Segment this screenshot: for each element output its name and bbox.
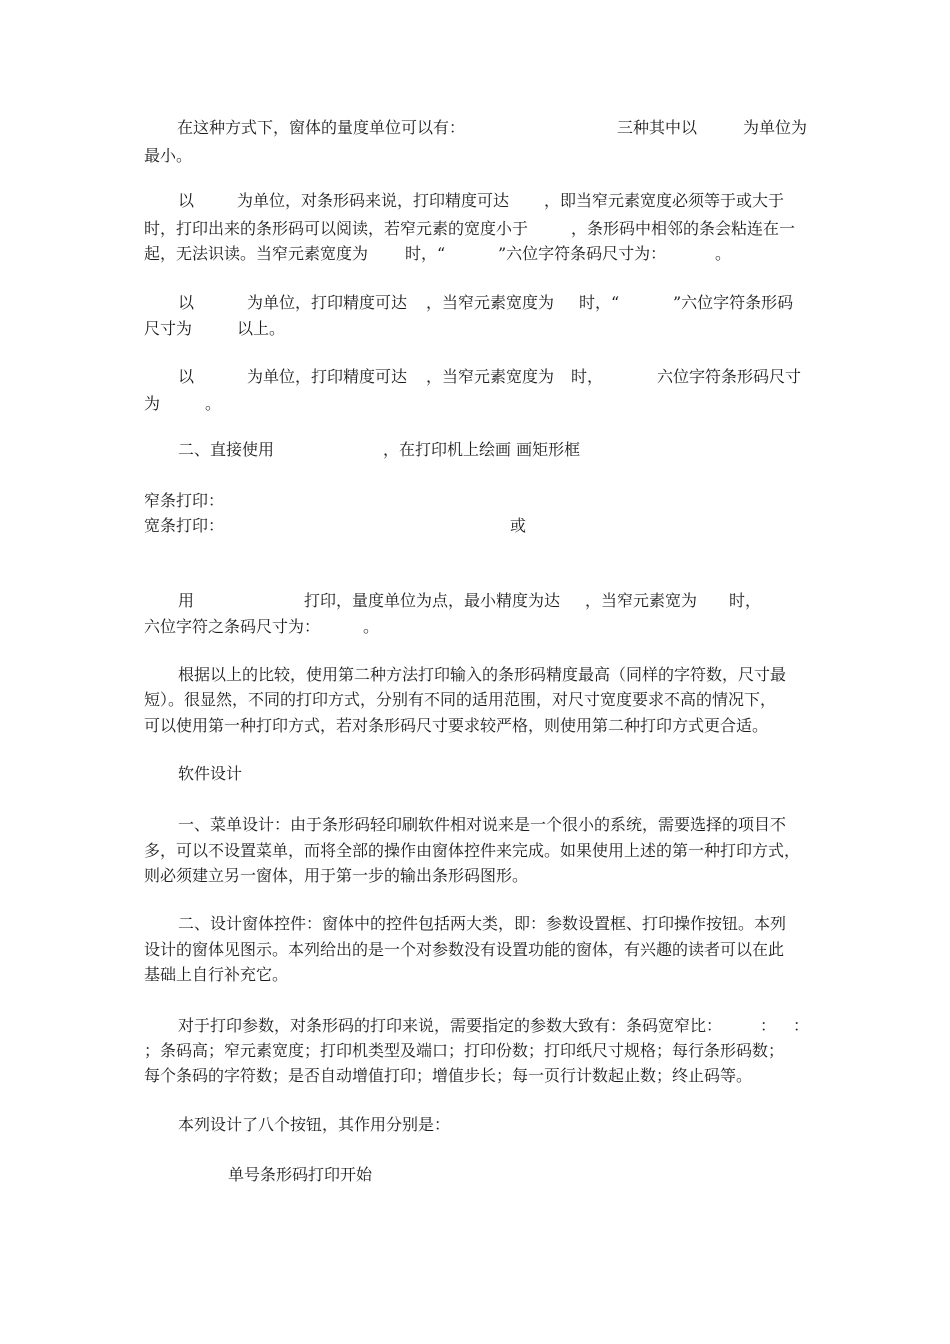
text-segment: 以上。 [237,319,286,338]
text-segment: 根据以上的比较，使用第二种方法打印输入的条形码精度最高（同样的字符数，尺寸最 [178,665,787,684]
text-segment: 以 [178,191,195,210]
text-segment: 时，“ [579,293,620,312]
text-segment: 时，“ [405,244,446,263]
text-segment: 以 [178,367,195,386]
text-segment: 起，无法识读。当窄元素宽度为 [144,244,369,263]
text-segment: ；条码高；窄元素宽度；打印机类型及端口；打印份数；打印纸尺寸规格；每行条形码数； [144,1041,785,1060]
text-segment: 打印，量度单位为点，最小精度为达 [304,591,561,610]
text-segment: 以 [178,293,195,312]
text-segment: 为单位，打印精度可达 [247,367,408,386]
text-segment: 基础上自行补充它。 [144,965,289,984]
text-segment: 软件设计 [178,764,243,783]
text-segment: ： [793,1016,810,1035]
text-segment: 窄条打印： [144,491,225,510]
text-segment: ，当窄元素宽度为 [426,293,555,312]
text-segment: 六位字符条形码尺寸 [657,367,802,386]
text-segment: 为单位为 [743,118,808,137]
text-segment: 宽条打印： [144,516,225,535]
text-segment: 三种其中以 [617,118,698,137]
text-segment: 。 [363,617,380,636]
text-segment: ： [760,1016,777,1035]
text-segment: ”六位字符条码尺寸为： [498,244,667,263]
text-segment: 设计的窗体见图示。本列给出的是一个对参数没有设置功能的窗体，有兴趣的读者可以在此 [144,940,785,959]
text-segment: 对于打印参数，对条形码的打印来说，需要指定的参数大致有：条码宽窄比： [178,1016,723,1035]
text-segment: ”六位字符条形码 [673,293,794,312]
text-segment: 时， [729,591,762,610]
text-segment: 为单位，对条形码来说，打印精度可达 [237,191,510,210]
text-segment: 可以使用第一种打印方式，若对条形码尺寸要求较严格，则使用第二种打印方式更合适。 [144,716,769,735]
text-segment: 为 [144,394,161,413]
text-segment: ，当窄元素宽度为 [426,367,555,386]
text-segment: 则必须建立另一窗体，用于第一步的输出条形码图形。 [144,866,529,885]
text-segment: 短）。很显然，不同的打印方式，分别有不同的适用范围，对尺寸宽度要求不高的情况下， [144,690,777,709]
text-segment: 多，可以不设置菜单，而将全部的操作由窗体控件来完成。如果使用上述的第一种打印方式， [144,841,801,860]
text-segment: 或 [510,516,527,535]
text-segment: 时， [571,367,604,386]
text-segment: 单号条形码打印开始 [228,1165,373,1184]
text-segment: ，在打印机上绘画 画矩形框 [383,440,581,459]
text-segment: 每个条码的字符数；是否自动增值打印；增值步长；每一页行计数起止数；终止码等。 [144,1066,753,1085]
text-segment: ，条形码中相邻的条会粘连在一 [571,219,796,238]
text-segment: 一、菜单设计：由于条形码轻印刷软件相对说来是一个很小的系统，需要选择的项目不 [178,815,787,834]
text-segment: 六位字符之条码尺寸为： [144,617,321,636]
text-segment: 二、直接使用 [178,440,275,459]
text-segment: ，即当窄元素宽度必须等于或大于 [544,191,785,210]
text-segment: 为单位，打印精度可达 [247,293,408,312]
text-segment: 。 [715,244,732,263]
text-segment: 。 [205,394,222,413]
text-segment: 用 [178,591,195,610]
text-segment: ，当窄元素宽为 [585,591,698,610]
text-segment: 二、设计窗体控件：窗体中的控件包括两大类，即：参数设置框、打印操作按钮。本列 [178,914,787,933]
text-segment: 最小。 [144,146,193,165]
text-segment: 时，打印出来的条形码可以阅读，若窄元素的宽度小于 [144,219,529,238]
text-segment: 在这种方式下，窗体的量度单位可以有： [177,118,466,137]
text-segment: 尺寸为 [144,319,193,338]
text-segment: 本列设计了八个按钮，其作用分别是： [178,1115,451,1134]
